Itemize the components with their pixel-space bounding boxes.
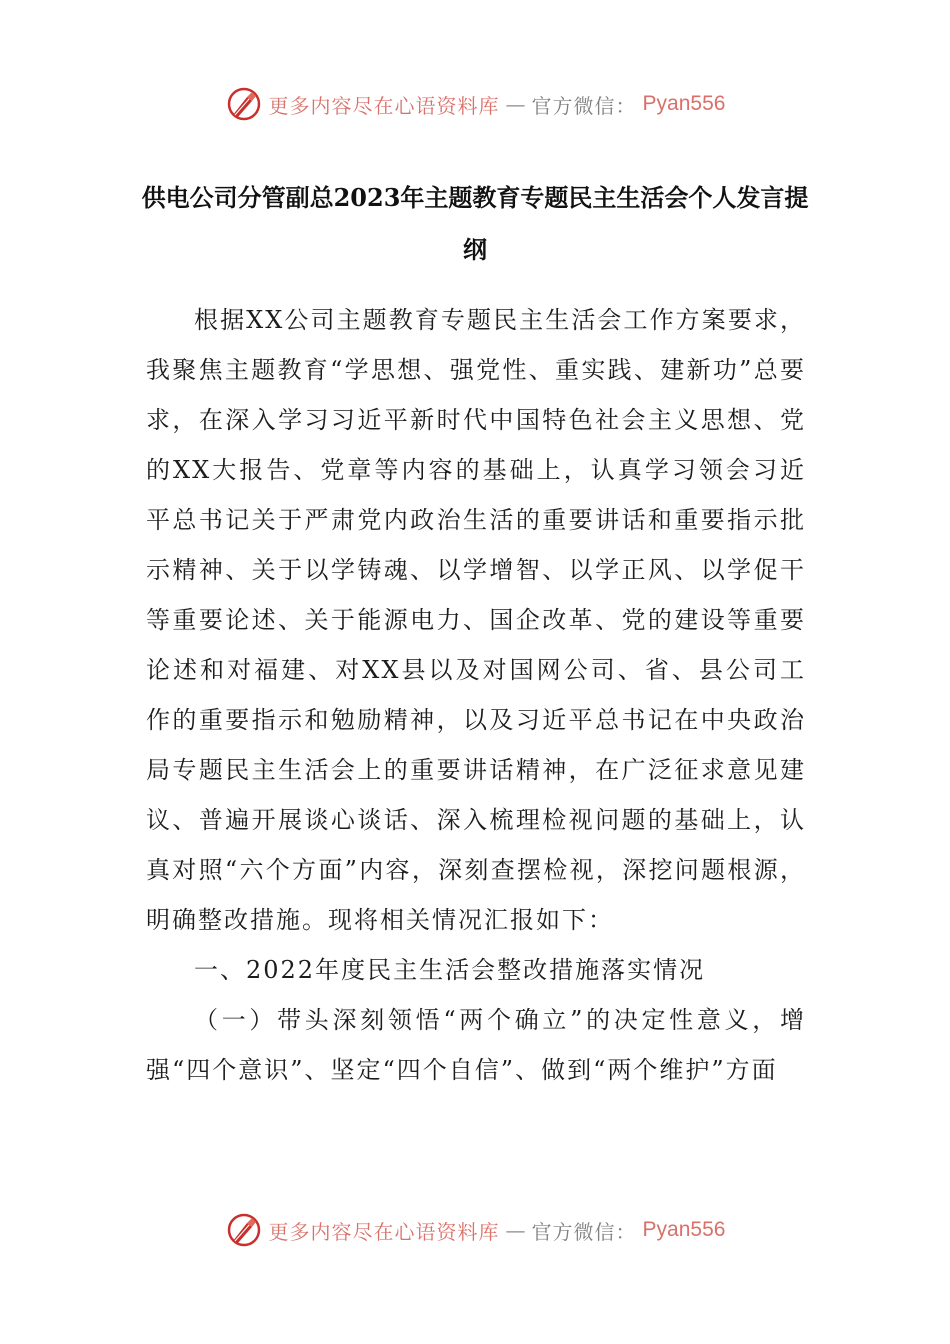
watermark-brand-text: 更多内容尽在心语资料库 xyxy=(268,93,500,118)
intro-paragraph: 根据XX公司主题教育专题民主生活会工作方案要求，我聚焦主题教育“学思想、强党性、重实践、建新功”总要求，在深入学习习近平新时代中国特色社会主义思想、党的XX大报告、党章等内容的基础上，认真学习领会习近平总书记关于严肃党内政治生活的重要讲话和重要指示批示精神、关于以学铸魂、以学增智、以学正风、以学促干等重要论述、关于能源电力、国企改革、党的建设等重要论述和对福建、对XX县以及对国网公司、省、县公司工作的重要指示和勉励精神，以及习近平总书记在中央政治局专题民主生活会上的重要讲话精神，在广泛征求意见建议、普遍开展谈心谈话、深入梳理检视问题的基础上，认真对照“六个方面”内容，深刻查摆检视，深挖问题根源，明确整改措施。现将相关情况汇报如下： xyxy=(146,306,806,934)
watermark-separator: — xyxy=(505,92,526,116)
watermark-banner-top xyxy=(0,84,950,124)
section-heading-1: 一、2022年度民主生活会整改措施落实情况 xyxy=(194,956,706,984)
pen-nib-logo-icon xyxy=(225,85,263,123)
watermark-separator: — xyxy=(505,1218,526,1242)
watermark-wechat-id: Pyan556 xyxy=(642,1218,726,1241)
watermark-banner-bottom xyxy=(0,1210,950,1250)
watermark-wechat-id: Pyan556 xyxy=(642,92,726,115)
watermark-wechat-label: 官方微信： xyxy=(531,1219,637,1244)
watermark-brand-text: 更多内容尽在心语资料库 xyxy=(268,1219,500,1244)
document-body xyxy=(146,295,806,1095)
watermark-wechat-label: 官方微信： xyxy=(531,93,637,118)
pen-nib-logo-icon xyxy=(225,1211,263,1249)
document-title: 供电公司分管副总2023年主题教育专题民主生活会个人发言提纲 xyxy=(141,183,809,264)
subsection-heading-1: （一）带头深刻领悟“两个确立”的决定性意义，增强“四个意识”、坚定“四个自信”、做到“两个维护”方面 xyxy=(146,1006,806,1084)
